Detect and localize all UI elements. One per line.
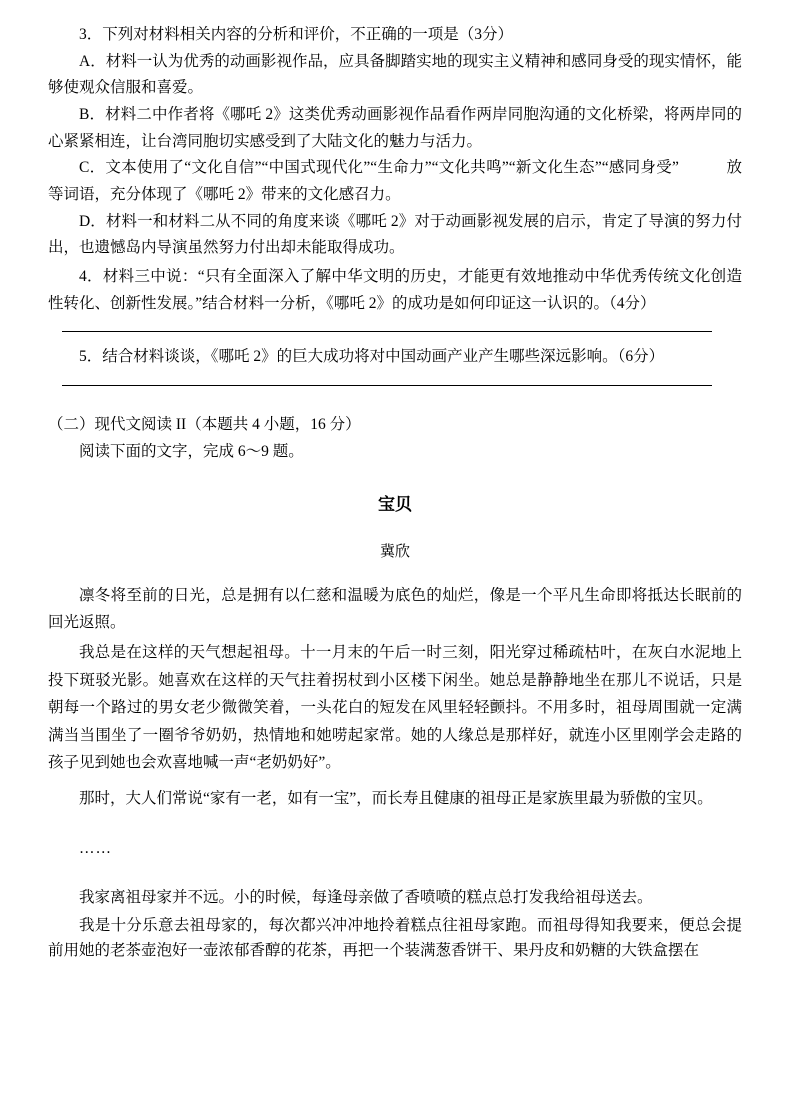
- article-paragraph: 那时，大人们常说“家有一老，如有一宝”，而长寿且健康的祖母正是家族里最为骄傲的宝贝。: [79, 789, 713, 807]
- question-4: [48, 264, 742, 332]
- article-title: 宝贝: [378, 494, 412, 514]
- section-instruction: 阅读下面的文字，完成 6～9 题。: [79, 443, 304, 461]
- question-3-option-d: D．材料一和材料二从不同的角度来谈《哪吒 2》对于动画影视发展的启示，肯定了导演的努力付出，也遗憾岛内导演虽然努力付出却未能取得成功。: [48, 212, 742, 257]
- article-author: 冀欣: [379, 544, 410, 561]
- spacer: [48, 398, 742, 410]
- question-3-option-a: A．材料一认为优秀的动画影视作品，应具备脚踏实地的现实主义精神和感同身受的现实情怀，能够使观众信服和喜爱。: [48, 52, 742, 97]
- question-3: [48, 22, 742, 262]
- question-5: [48, 344, 742, 386]
- article-paragraph: 凛冬将至前的日光，总是拥有以仁慈和温暖为底色的灿烂，像是一个平凡生命即将抵达长眠前的回光返照。: [48, 586, 742, 632]
- article-paragraph: 我家离祖母家并不远。小的时候，每逢母亲做了香喷喷的糕点总打发我给祖母送去。: [79, 888, 653, 906]
- question-3-stem: 3．下列对材料相关内容的分析和评价，不正确的一项是（3分）: [79, 26, 514, 43]
- section-heading: （二）现代文阅读 II（本题共 4 小题，16 分）: [48, 415, 361, 433]
- reading-section-2: [48, 410, 742, 964]
- question-3-option-c: C．文本使用了“文化自信”“中国式现代化”“生命力”“文化共鸣”“新文化生态”“感同身受” 放等词语，充分体现了《哪吒 2》带来的文化感召力。: [48, 159, 742, 203]
- spacer: [48, 814, 742, 820]
- question-3-option-b: B．材料二中作者将《哪吒 2》这类优秀动画影视作品看作两岸同胞沟通的文化桥梁，将两岸同的心紧紧相连，让台湾同胞切实感受到了大陆文化的魅力与活力。: [48, 105, 742, 150]
- spacer: [48, 466, 742, 472]
- question-5-stem: 5．结合材料谈谈，《哪吒 2》的巨大成功将对中国动画产业产生哪些深远影响。（6分）: [79, 348, 665, 366]
- question-5-answer-line: [62, 385, 712, 386]
- article-paragraph: 我是十分乐意去祖母家的，每次都兴冲冲地拎着糕点往祖母家跑。而祖母得知我要来，便总会提前用她的老茶壶泡好一壶浓郁香醇的花茶，再把一个装满葱香饼干、果丹皮和奶糖的大铁盒摆在: [48, 917, 742, 960]
- question-4-answer-line: [62, 331, 712, 332]
- article-paragraph: 我总是在这样的天气想起祖母。十一月末的午后一时三刻，阳光穿过稀疏枯叶，在灰白水泥地上投下斑驳光影。她喜欢在这样的天气拄着拐杖到小区楼下闲坐。她总是静静地坐在那儿不说话，只是朝每一个路过的男女老少微微笑着，一头花白的短发在风里轻轻颤抖。不用多时，祖母周围就一定满满当当围坐了一圈爷爷奶奶，热情地和她唠起家常。她的人缘总是那样好，就连小区里刚学会走路的孩子见到她也会欢喜地喊一声“老奶奶好”。: [48, 643, 742, 772]
- article-ellipsis: ……: [79, 839, 112, 857]
- question-4-stem: 4．材料三中说：“只有全面深入了解中华文明的历史，才能更有效地推动中华优秀传统文化创造性转化、创新性发展。”结合材料一分析，《哪吒 2》的成功是如何印证这一认识的。（4分）: [48, 267, 742, 312]
